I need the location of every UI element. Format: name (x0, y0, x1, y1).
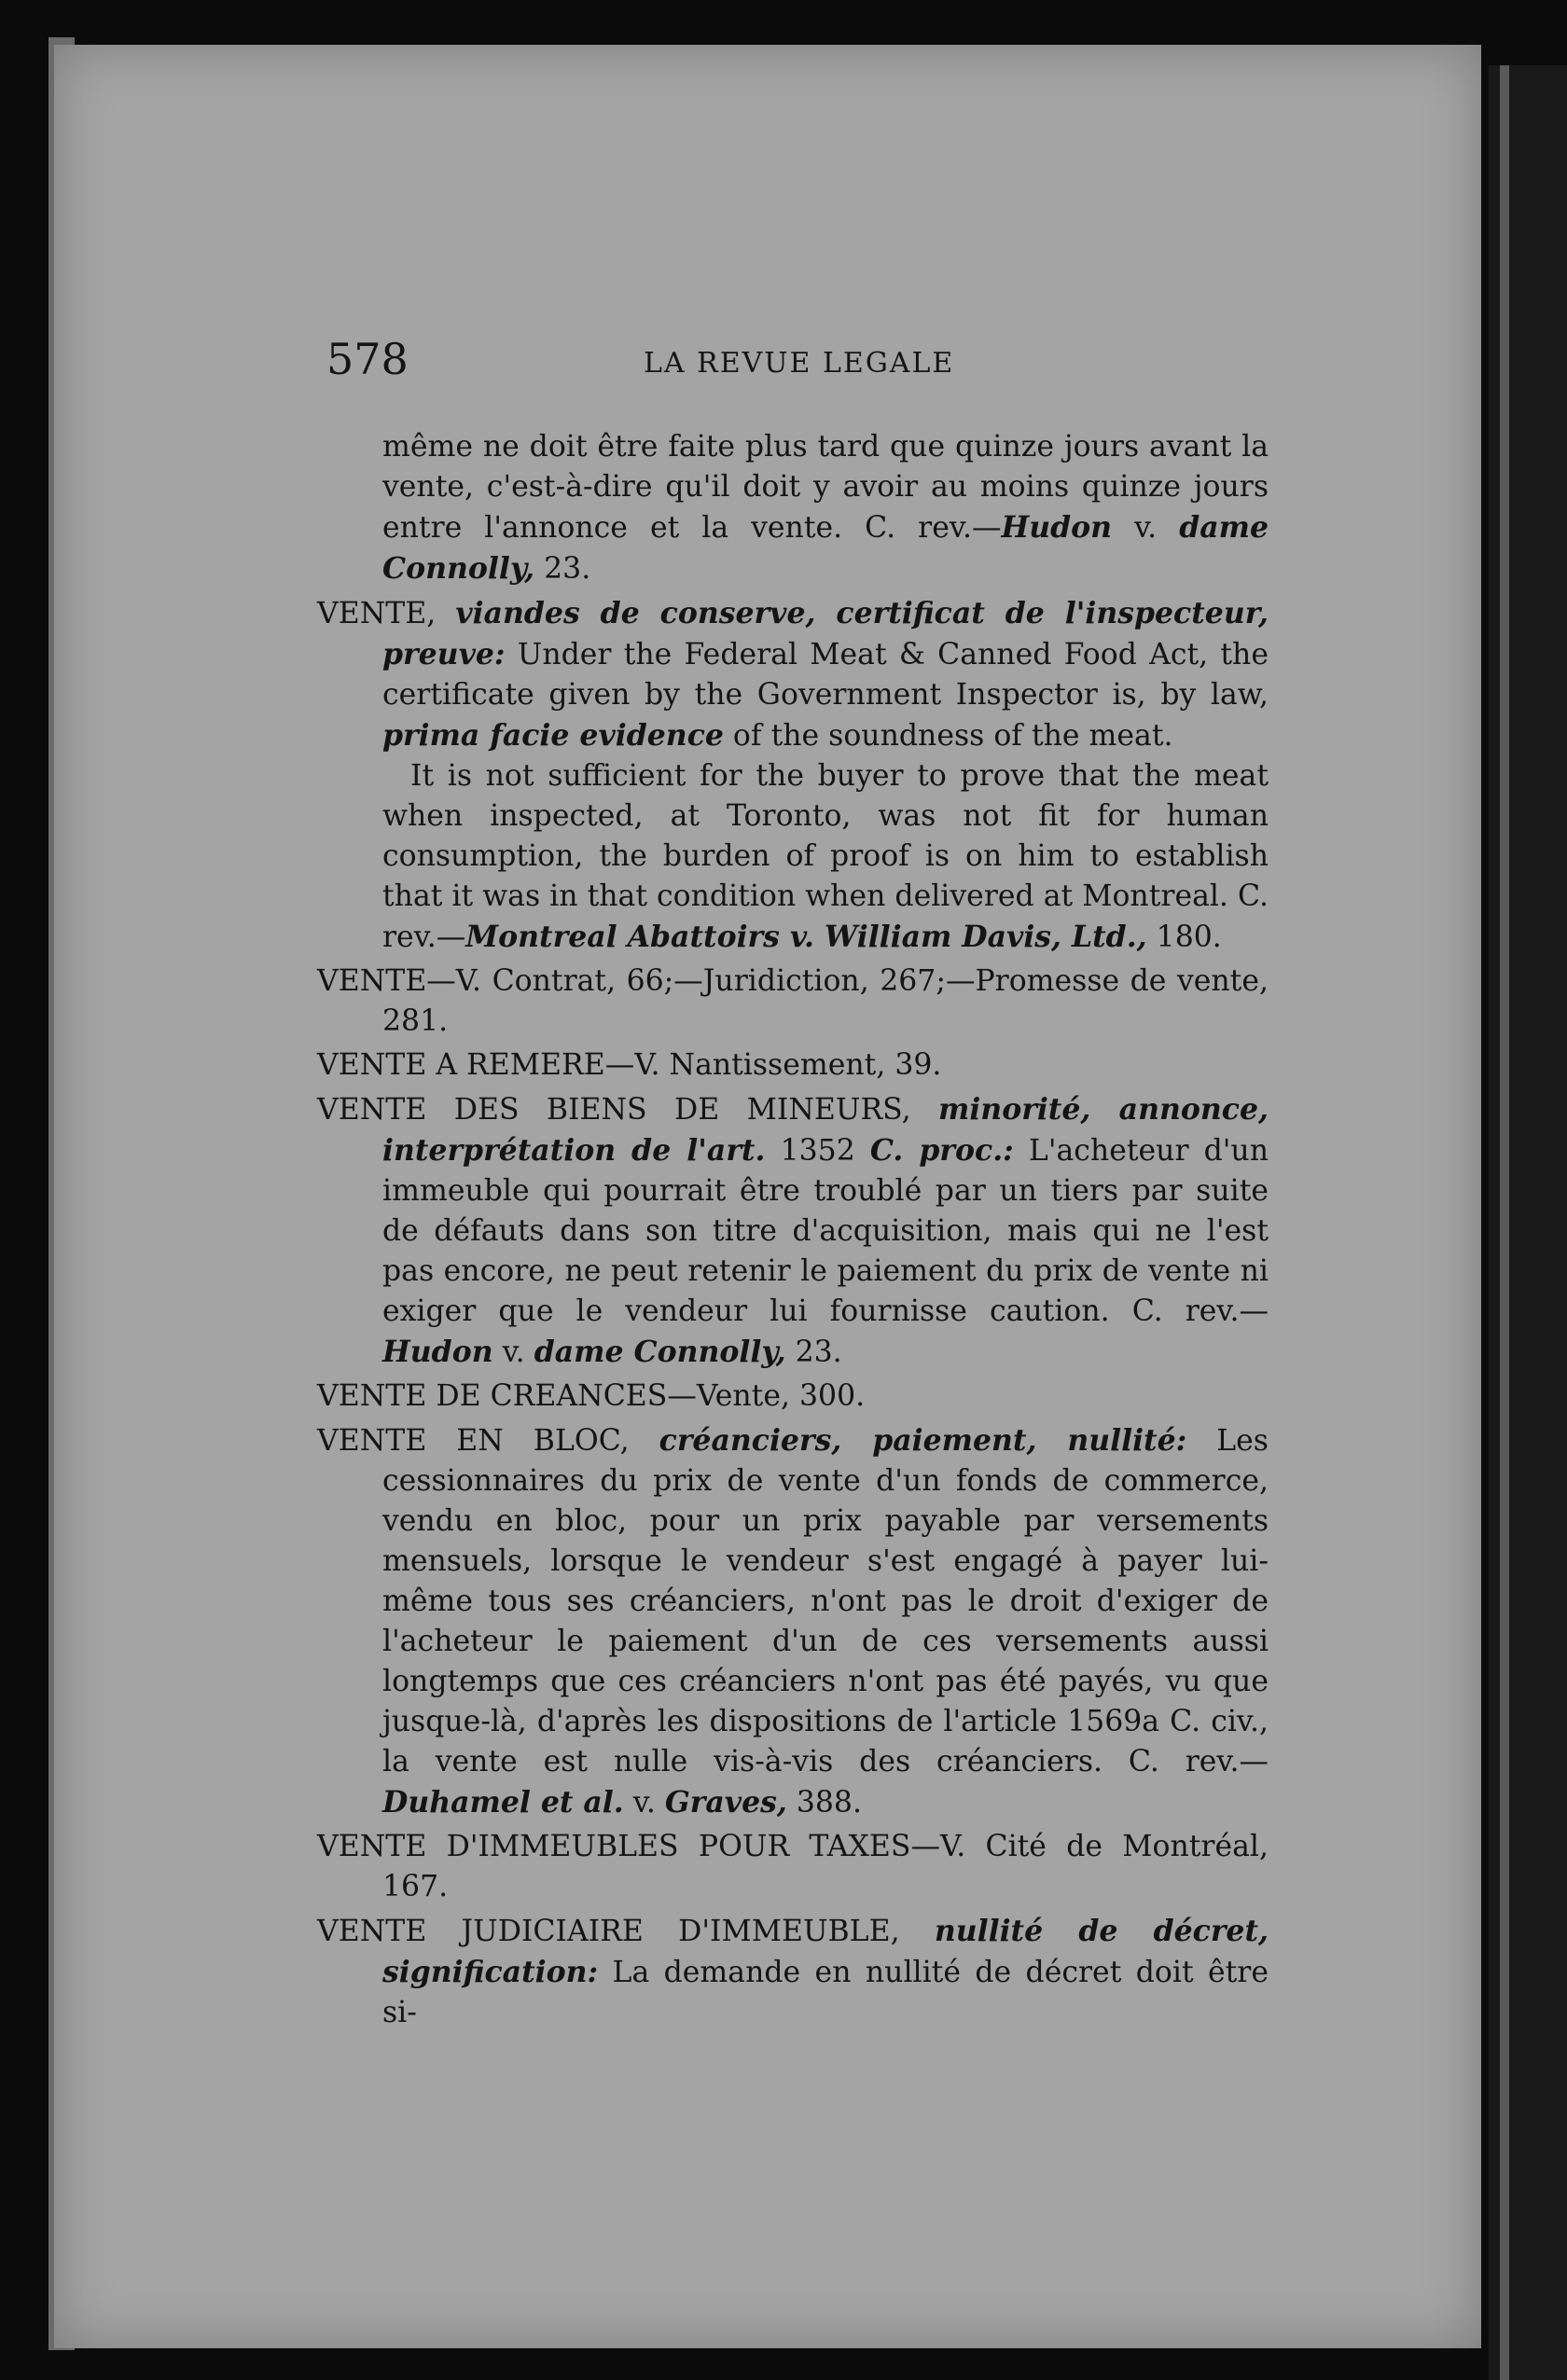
index-entry-taxes: VENTE D'IMMEUBLES POUR TAXES—V. Cité de Montréal, 167. (317, 1830, 1269, 1903)
entry-body: L'acheteur d'un immeuble qui pourrait être troublé par un tiers par suite de défauts dans son titre d'acquisition, mais qui ne l'est pas encore, ne peut retenir le paiement du prix de vente ni exiger que le vendeur lui fournisse caution. C. rev.— (382, 1134, 1269, 1328)
entry-text (382, 427, 1269, 589)
entry-body: Les cessionnaires du prix de vente d'un fonds de commerce, vendu en bloc, pour un prix payable par versements mensuels, lorsque le vendeur s'est engagé à payer lui-même tous ses créanciers, n'ont pas le droit d'exiger de l'acheteur le paiement d'un de ces versements aussi longtemps que ces créanciers n'ont pas été payés, vu que jusque-là, d'après les dispositions de l'article 1569a C. civ., la vente est nulle vis-à-vis des créanciers. C. rev.— (382, 1424, 1269, 1778)
case-citation: dame Connolly, (534, 1335, 786, 1369)
case-citation: Hudon (1001, 510, 1113, 545)
entry-heading: VENTE DES BIENS DE MINEURS, (317, 1093, 939, 1127)
entry-body: v. (623, 1786, 665, 1820)
facing-page-edge-line (1500, 65, 1509, 2380)
index-entry-judiciaire (317, 1911, 1269, 2033)
entry-heading: VENTE JUDICIAIRE D'IMMEUBLE, (317, 1915, 935, 1948)
entry-heading: VENTE, (317, 597, 456, 630)
page-number: 578 (326, 334, 409, 384)
index-entry-bloc (317, 1420, 1269, 1823)
entry-paragraph (382, 756, 1269, 958)
case-citation: Montreal Abattoirs v. William Davis, Ltd., (465, 920, 1147, 954)
page-header (326, 328, 1269, 390)
entry-body: 180. (1146, 920, 1222, 954)
entry-body: 23. (785, 1335, 842, 1369)
entry-subject: créanciers, paiement, nullité: (659, 1423, 1187, 1458)
entry-body: 23. (534, 552, 591, 586)
index-entry-creances: VENTE DE CREANCES—Vente, 300. (317, 1379, 866, 1413)
index-entry-remere: VENTE A REMERE—V. Nantissement, 39. (317, 1048, 942, 1082)
index-entry-vente: VENTE—V. Contrat, 66;—Juridiction, 267;—Promesse de vente, 281. (317, 964, 1269, 1038)
case-citation: Duhamel et al. (382, 1785, 624, 1820)
case-citation: Hudon (382, 1335, 493, 1369)
entry-body: 388. (786, 1786, 862, 1820)
entry-body: It is not sufficient for the buyer to prove that the meat when inspected, at Toronto, was not fit for human consumption, the burden of proof is on him to establish that it was in that condition when delivered at Montreal. C. rev.— (382, 759, 1269, 954)
case-citation: Graves, (664, 1785, 787, 1820)
entry-body: même ne doit être faite plus tard que quinze jours avant la vente, c'est-à-dire qu'il doit y avoir au moins quinze jours entre l'annonce et la vente. C. rev.— (382, 430, 1269, 545)
running-head: LA REVUE LEGALE (644, 347, 955, 380)
entry-body: v. (492, 1335, 534, 1369)
entry-body: La demande en nullité de décret doit être si- (382, 1956, 1269, 2029)
index-entries (317, 427, 1269, 2037)
entry-subject: C. proc.: (869, 1133, 1014, 1168)
index-entry-continuation (317, 427, 1269, 589)
entry-subject: minorité, annonce, interprétation de l'art. (382, 1092, 1269, 1168)
index-entry-viandes (317, 593, 1269, 958)
entry-subject: nullité de décret, signification: (382, 1914, 1269, 1989)
latin-term: prima facie evidence (382, 718, 724, 753)
index-entry-mineurs (317, 1089, 1269, 1373)
entry-body: 1352 (765, 1134, 870, 1168)
entry-subject: viandes de conserve, certificat de l'inspecteur, preuve: (382, 596, 1269, 671)
case-citation: dame Connolly, (382, 510, 1269, 586)
entry-body: of the soundness of the meat. (723, 719, 1173, 753)
entry-body: v. (1112, 511, 1180, 545)
entry-body: Under the Federal Meat & Canned Food Act, the certificate given by the Government Inspector is, by law, (382, 638, 1269, 712)
entry-heading: VENTE EN BLOC, (317, 1424, 659, 1458)
